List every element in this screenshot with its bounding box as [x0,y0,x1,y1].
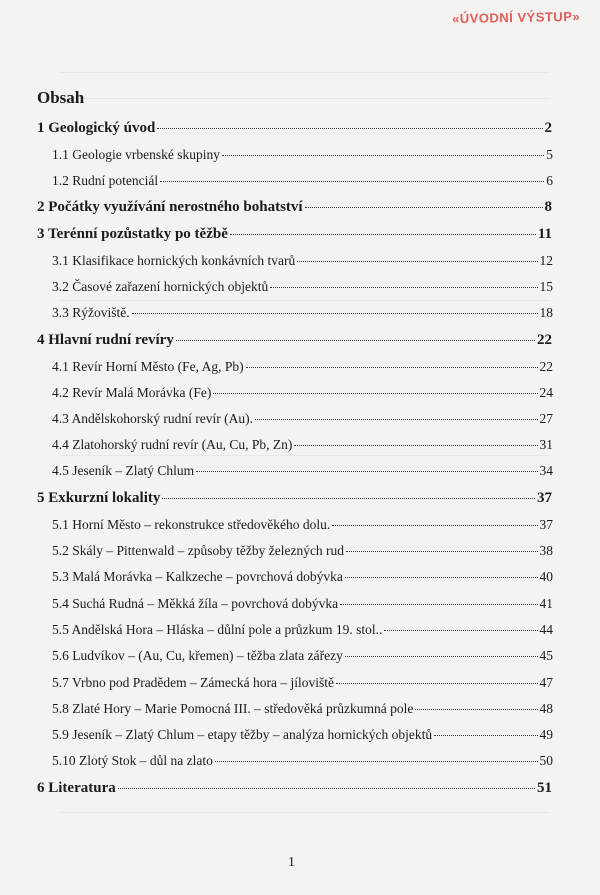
toc-entry-label: 4.3 Andělskohorský rudní revír (Au). [52,411,253,426]
toc-dot-leader [345,656,538,657]
toc-entry-page-number: 41 [539,596,553,611]
toc-entry-page-number: 48 [539,701,553,716]
toc-entry-label: 2 Počátky využívání nerostného bohatství [37,199,303,215]
toc-dot-leader [384,630,537,631]
toc-entry-page-number: 6 [546,173,553,188]
toc-dot-leader [336,683,538,684]
toc-dot-leader [118,788,535,789]
toc-entry-label: 5.4 Suchá Rudná – Měkká žíla – povrchová dobývka [52,596,339,611]
toc-entry-page-number: 38 [539,543,553,558]
toc-entry-label: 5.7 Vrbno pod Pradědem – Zámecká hora – jíloviště [52,675,334,690]
toc-chapter-entry [37,226,552,243]
toc-dot-leader [255,419,538,420]
header-stamp: «ÚVODNÍ VÝSTUP» [451,8,581,27]
toc-entry-page-number: 15 [539,279,553,294]
toc-entry-label: 3 Terénní pozůstatky po těžbě [37,226,228,242]
toc-section-entry [52,701,553,717]
toc-chapter-entry [37,332,552,349]
toc-entry-label: 4.1 Revír Horní Město (Fe, Ag, Pb) [52,359,244,374]
toc-entry-page-number: 31 [539,437,553,452]
toc-dot-leader [222,155,544,156]
toc-entry-label: 4.2 Revír Malá Morávka (Fe) [52,385,212,400]
toc-entry-page-number: 5 [546,147,553,162]
toc-entry-label: 5 Exkurzní lokality [37,490,161,506]
toc-entry-label: 5.5 Andělská Hora – Hláska – důlní pole a průzkum 19. stol.. [52,622,383,637]
toc-entry-label: 5.1 Horní Město – rekonstrukce středověkého dolu. [52,517,331,532]
toc-entry-label: 4.4 Zlatohorský rudní revír (Au, Cu, Pb, Zn) [52,437,293,452]
toc-section-entry [52,596,553,612]
toc-entry-page-number: 37 [539,517,553,532]
toc-section-entry [52,173,553,189]
toc-entry-page-number: 37 [537,490,552,506]
toc-entry-page-number: 22 [537,332,552,348]
toc-section-entry [52,622,553,638]
toc-section-entry [52,305,553,321]
toc-dot-leader [160,181,544,182]
toc-entry-label: 1.2 Rudní potenciál [52,173,159,188]
toc-entry-page-number: 8 [544,199,552,215]
toc-section-entry [52,253,553,269]
toc-dot-leader [270,287,537,288]
toc-entry-label: 5.10 Zlotý Stok – důl na zlato [52,753,213,768]
toc-entry-page-number: 47 [539,675,553,690]
toc-entry-page-number: 49 [539,727,553,742]
toc-entry-page-number: 50 [539,753,553,768]
toc-entry-label: 6 Literatura [37,780,116,796]
toc-entry-label: 3.1 Klasifikace hornických konkávních tvarů [52,253,296,268]
toc-dot-leader [196,471,537,472]
toc-section-entry [52,147,553,163]
toc-entry-page-number: 27 [539,411,553,426]
toc-entry-page-number: 34 [539,463,553,478]
toc-entry-label: 3.2 Časové zařazení hornických objektů [52,279,269,294]
toc-entry-label: 4.5 Jeseník – Zlatý Chlum [52,463,195,478]
toc-dot-leader [297,261,537,262]
toc-section-entry [52,385,553,401]
toc-dot-leader [345,577,538,578]
toc-dot-leader [230,234,536,235]
toc-section-entry [52,411,553,427]
toc-dot-leader [346,551,537,552]
page-number: 1 [288,855,295,870]
toc-dot-leader [415,709,537,710]
toc-dot-leader [340,604,537,605]
toc-entry-page-number: 18 [539,305,553,320]
toc-dot-leader [305,207,543,208]
toc-entry-page-number: 22 [539,359,553,374]
toc-entry-label: 3.3 Rýžoviště. [52,305,130,320]
bleed-through-line [60,455,550,456]
toc-section-entry [52,517,553,533]
toc-entry-page-number: 45 [539,648,553,663]
toc-entry-page-number: 2 [544,120,552,136]
toc-dot-leader [332,525,537,526]
toc-section-entry [52,437,553,453]
toc-section-entry [52,463,553,479]
toc-chapter-entry [37,120,552,137]
toc-entry-page-number: 44 [539,622,553,637]
bleed-through-line [60,812,550,813]
toc-entry-page-number: 24 [539,385,553,400]
toc-dot-leader [157,128,542,129]
toc-entry-label: 1.1 Geologie vrbenské skupiny [52,147,220,162]
toc-section-entry [52,648,553,664]
toc-dot-leader [294,445,537,446]
toc-dot-leader [132,313,538,314]
toc-entry-label: 5.8 Zlaté Hory – Marie Pomocná III. – středověká průzkumná pole [52,701,414,716]
toc-entry-label: 4 Hlavní rudní revíry [37,332,174,348]
toc-entry-label: 5.6 Ludvíkov – (Au, Cu, křemen) – těžba zlata zářezy [52,648,343,663]
toc-chapter-entry [37,780,552,797]
toc-dot-leader [246,367,538,368]
toc-entry-label: 5.3 Malá Morávka – Kalkzeche – povrchová dobývka [52,569,343,584]
toc-dot-leader [434,735,537,736]
toc-dot-leader [213,393,537,394]
toc-dot-leader [162,498,535,499]
toc-entry-page-number: 12 [539,253,553,268]
toc-section-entry [52,359,553,375]
bleed-through-line [60,300,550,301]
toc-entry-page-number: 11 [537,226,552,242]
bleed-through-line [60,72,550,73]
toc-section-entry [52,675,553,691]
toc-entry-page-number: 40 [539,569,553,584]
toc-chapter-entry [37,199,552,216]
toc-entry-label: 5.2 Skály – Pittenwald – způsoby těžby železných rud [52,543,345,558]
toc-section-entry [52,279,553,295]
toc-title: Obsah [37,88,85,107]
toc-section-entry [52,753,553,769]
toc-section-entry [52,569,553,585]
toc-section-entry [52,543,553,559]
toc-entry-page-number: 51 [537,780,552,796]
toc-entry-label: 5.9 Jeseník – Zlatý Chlum – etapy těžby – analýza hornických objektů [52,727,433,742]
toc-entry-label: 1 Geologický úvod [37,120,156,136]
toc-chapter-entry [37,490,552,507]
toc-dot-leader [215,761,538,762]
bleed-through-line [60,98,550,99]
toc-dot-leader [176,340,535,341]
toc-section-entry [52,727,553,743]
